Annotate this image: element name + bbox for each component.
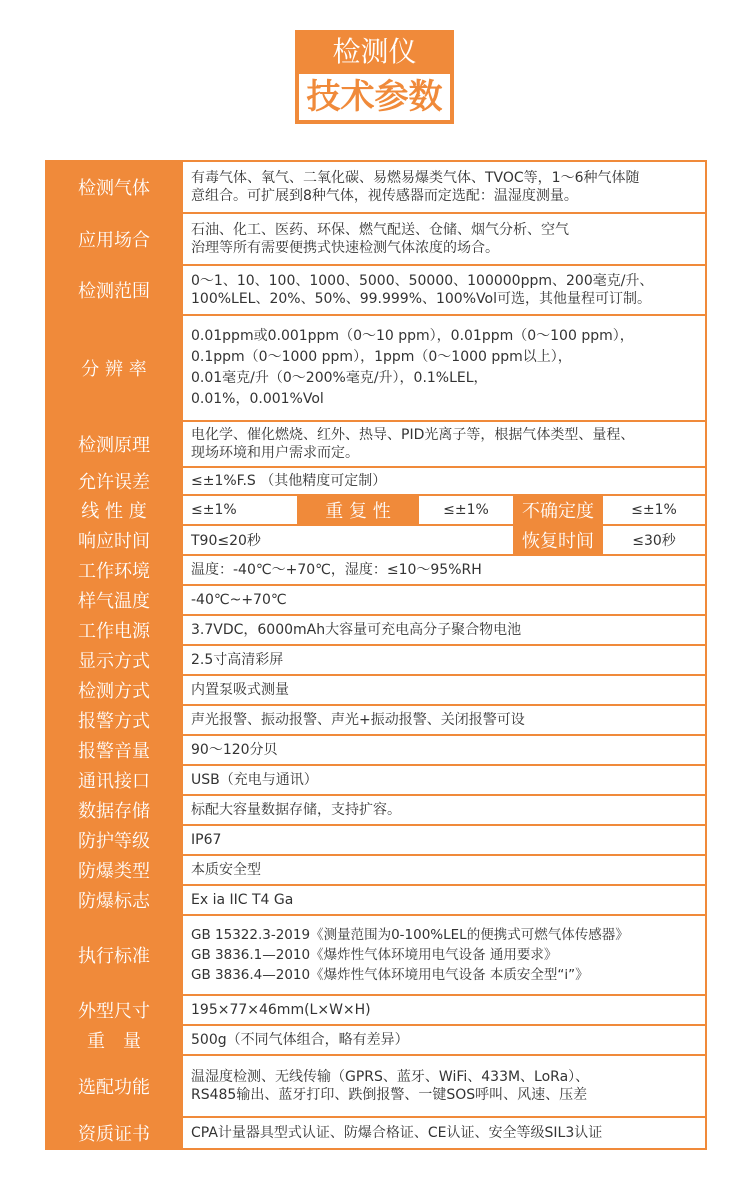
row-value: -40℃~+70℃ — [183, 586, 705, 614]
uncertainty-label: 不确定度 — [515, 496, 601, 524]
table-row — [47, 1026, 705, 1054]
title-line1: 检测仪 — [332, 35, 417, 68]
response-value: T90≤20秒 — [183, 526, 513, 554]
table-row — [47, 676, 705, 704]
row-label: 检测原理 — [47, 422, 181, 466]
row-value: 温湿度检测、无线传输（GPRS、蓝牙、WiFi、433M、LoRa）、 RS485输出、蓝牙打印、跌倒报警、一键SOS呼叫、风速、压差 — [183, 1056, 705, 1116]
table-row — [47, 796, 705, 824]
table-row — [47, 736, 705, 764]
table-row — [47, 556, 705, 584]
row-value: 3.7VDC，6000mAh大容量可充电高分子聚合物电池 — [183, 616, 705, 644]
table-row — [47, 214, 705, 264]
table-row — [47, 616, 705, 644]
table-row — [47, 316, 705, 420]
linearity-value: ≤±1% — [183, 496, 297, 524]
row-label: 资质证书 — [47, 1118, 181, 1148]
row-label: 分 辨 率 — [47, 316, 181, 420]
recovery-label: 恢复时间 — [515, 526, 601, 554]
table-row — [47, 468, 705, 494]
row-value: USB（充电与通讯） — [183, 766, 705, 794]
row-label: 样气温度 — [47, 586, 181, 614]
row-label: 防爆类型 — [47, 856, 181, 884]
repeatability-value: ≤±1% — [419, 496, 513, 524]
row-value: IP67 — [183, 826, 705, 854]
row-value: CPA计量器具型式认证、防爆合格证、CE认证、安全等级SIL3认证 — [183, 1118, 705, 1148]
row-label: 报警方式 — [47, 706, 181, 734]
table-row — [47, 916, 705, 994]
row-label: 报警音量 — [47, 736, 181, 764]
table-row — [47, 646, 705, 674]
response-row — [47, 526, 705, 554]
row-value: 有毒气体、氧气、二氧化碳、易燃易爆类气体、TVOC等，1～6种气体随 意组合。可扩展到8种气体，视传感器而定选配：温湿度测量。 — [183, 162, 705, 212]
table-row — [47, 422, 705, 466]
row-value: 195×77×46mm(L×W×H) — [183, 996, 705, 1024]
row-label: 显示方式 — [47, 646, 181, 674]
row-label: 防爆标志 — [47, 886, 181, 914]
row-label: 检测方式 — [47, 676, 181, 704]
row-value: 0～1、10、100、1000、5000、50000、100000ppm、200毫克/升、 100%LEL、20%、50%、99.999%、100%Vol可选，其他量程可订制。 — [183, 266, 705, 314]
row-value: 声光报警、振动报警、声光+振动报警、关闭报警可设 — [183, 706, 705, 734]
response-label: 响应时间 — [47, 526, 181, 554]
row-value: 0.01ppm或0.001ppm（0～10 ppm），0.01ppm（0～100 ppm）， 0.1ppm（0～1000 ppm），1ppm（0～1000 ppm以上）， 0.01毫克/升（0～200%毫克/升），0.1%LEL， 0.01%，0.001%Vol — [183, 316, 705, 420]
table-row — [47, 1118, 705, 1148]
row-label: 检测范围 — [47, 266, 181, 314]
row-label: 重 量 — [47, 1026, 181, 1054]
table-row — [47, 1056, 705, 1116]
row-label: 数据存储 — [47, 796, 181, 824]
title-line2: 技术参数 — [299, 74, 450, 120]
row-value: ≤±1%F.S （其他精度可定制） — [183, 468, 705, 494]
row-label: 允许误差 — [47, 468, 181, 494]
row-label: 选配功能 — [47, 1056, 181, 1116]
row-value: GB 15322.3-2019《测量范围为0-100%LEL的便携式可燃气体传感器》 GB 3836.1—2010《爆炸性气体环境用电气设备 通用要求》 GB 3836.4—2010《爆炸性气体环境用电气设备 本质安全型“i”》 — [183, 916, 705, 994]
table-row — [47, 266, 705, 314]
table-row — [47, 996, 705, 1024]
table-row — [47, 706, 705, 734]
row-label: 通讯接口 — [47, 766, 181, 794]
linearity-row — [47, 496, 705, 524]
row-value: 石油、化工、医药、环保、燃气配送、仓储、烟气分析、空气 治理等所有需要便携式快速检测气体浓度的场合。 — [183, 214, 705, 264]
table-row — [47, 586, 705, 614]
table-row — [47, 886, 705, 914]
row-label: 工作环境 — [47, 556, 181, 584]
linearity-label: 线 性 度 — [47, 496, 181, 524]
row-label: 外型尺寸 — [47, 996, 181, 1024]
table-row — [47, 856, 705, 884]
uncertainty-value: ≤±1% — [603, 496, 705, 524]
row-value: 电化学、催化燃烧、红外、热导、PID光离子等，根据气体类型、量程、 现场环境和用户需求而定。 — [183, 422, 705, 466]
row-label: 防护等级 — [47, 826, 181, 854]
row-label: 工作电源 — [47, 616, 181, 644]
recovery-value: ≤30秒 — [603, 526, 705, 554]
row-value: 90～120分贝 — [183, 736, 705, 764]
row-value: 温度：-40℃～+70℃，湿度：≤10～95%RH — [183, 556, 705, 584]
row-label: 检测气体 — [47, 162, 181, 212]
row-value: Ex ia IIC T4 Ga — [183, 886, 705, 914]
table-row — [47, 162, 705, 212]
repeatability-label: 重 复 性 — [299, 496, 417, 524]
row-value: 500g（不同气体组合，略有差异） — [183, 1026, 705, 1054]
row-label: 执行标准 — [47, 916, 181, 994]
spec-table — [45, 160, 707, 1150]
row-value: 本质安全型 — [183, 856, 705, 884]
table-row — [47, 766, 705, 794]
row-label: 应用场合 — [47, 214, 181, 264]
table-row — [47, 826, 705, 854]
row-value: 内置泵吸式测量 — [183, 676, 705, 704]
row-value: 标配大容量数据存储，支持扩容。 — [183, 796, 705, 824]
row-value: 2.5寸高清彩屏 — [183, 646, 705, 674]
